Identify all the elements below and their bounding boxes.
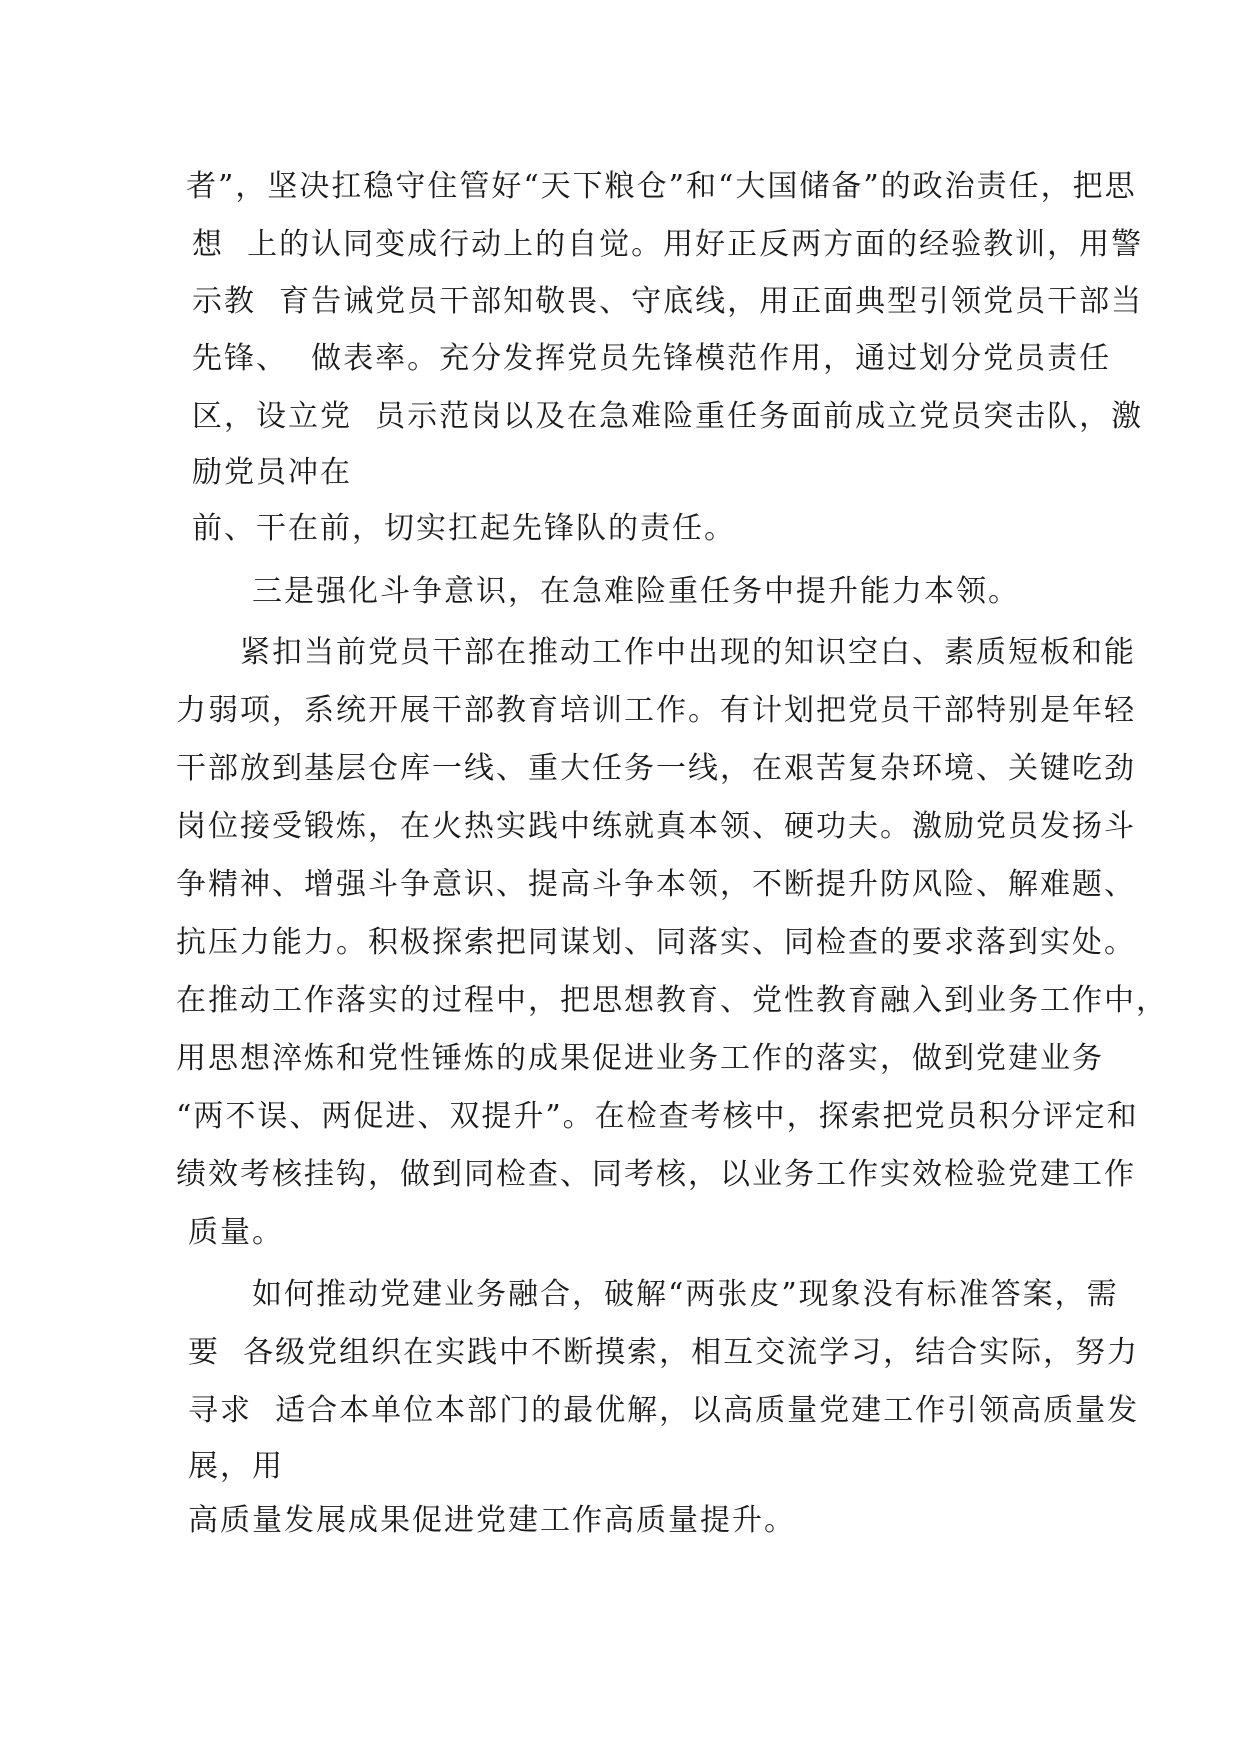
paragraph-2-line-1: 三是强化斗争意识，在急难险重任务中提升能力本领。 bbox=[252, 574, 1020, 609]
paragraph-3-line-1: 紧扣当前党员干部在推动工作中出现的知识空白、素质短板和能 bbox=[240, 635, 1136, 670]
paragraph-4-line-2: 要 各级党组织在实践中不断摸索，相互交流学习，结合实际，努力 bbox=[188, 1335, 1140, 1370]
paragraph-3-line-6: 抗压力能力。积极探索把同谋划、同落实、同检查的要求落到实处。 bbox=[176, 925, 1136, 960]
paragraph-1-line-4: 先锋、 做表率。充分发挥党员先锋模范作用，通过划分党员责任 bbox=[192, 341, 1112, 376]
paragraph-4-line-3: 寻求 适合本单位本部门的最优解，以高质量党建工作引领高质量发 bbox=[188, 1393, 1140, 1428]
paragraph-3-line-9: “两不误、两促进、双提升”。在检查考核中，探索把党员积分评定和 bbox=[176, 1099, 1139, 1134]
paragraph-3-line-5: 争精神、增强斗争意识、提高斗争本领，不断提升防风险、解难题、 bbox=[176, 867, 1136, 902]
paragraph-1-line-3: 示教 育告诫党员干部知敬畏、守底线，用正面典型引领党员干部当 bbox=[192, 284, 1144, 319]
paragraph-1-line-7: 前、干在前，切实扛起先锋队的责任。 bbox=[192, 511, 736, 546]
paragraph-4-line-4: 展，用 bbox=[188, 1449, 284, 1484]
paragraph-3-line-2: 力弱项，系统开展干部教育培训工作。有计划把党员干部特别是年轻 bbox=[176, 693, 1136, 728]
paragraph-1-line-6: 励党员冲在 bbox=[192, 455, 352, 490]
paragraph-3-line-11: 质量。 bbox=[188, 1215, 284, 1250]
paragraph-3-line-8: 用思想淬炼和党性锤炼的成果促进业务工作的落实，做到党建业务 bbox=[176, 1041, 1104, 1076]
paragraph-4-line-1: 如何推动党建业务融合，破解“两张皮”现象没有标准答案，需 bbox=[252, 1277, 1119, 1312]
paragraph-1-line-1: 者”，坚决扛稳守住管好“天下粮仓”和“大国储备”的政治责任，把思 bbox=[186, 169, 1137, 204]
paragraph-3-line-10: 绩效考核挂钩，做到同检查、同考核，以业务工作实效检验党建工作 bbox=[176, 1157, 1136, 1192]
paragraph-1-line-5: 区，设立党 员示范岗以及在急难险重任务面前成立党员突击队，激 bbox=[192, 399, 1144, 434]
paragraph-3-line-7: 在推动工作落实的过程中，把思想教育、党性教育融入到业务工作中， bbox=[176, 983, 1168, 1018]
paragraph-1-line-2: 想 上的认同变成行动上的自觉。用好正反两方面的经验教训，用警 bbox=[192, 227, 1144, 262]
paragraph-4-line-5: 高质量发展成果促进党建工作高质量提升。 bbox=[188, 1503, 796, 1538]
paragraph-3-line-4: 岗位接受锻炼，在火热实践中练就真本领、硬功夫。激励党员发扬斗 bbox=[176, 809, 1136, 844]
paragraph-3-line-3: 干部放到基层仓库一线、重大任务一线，在艰苦复杂环境、关键吃劲 bbox=[176, 751, 1136, 786]
